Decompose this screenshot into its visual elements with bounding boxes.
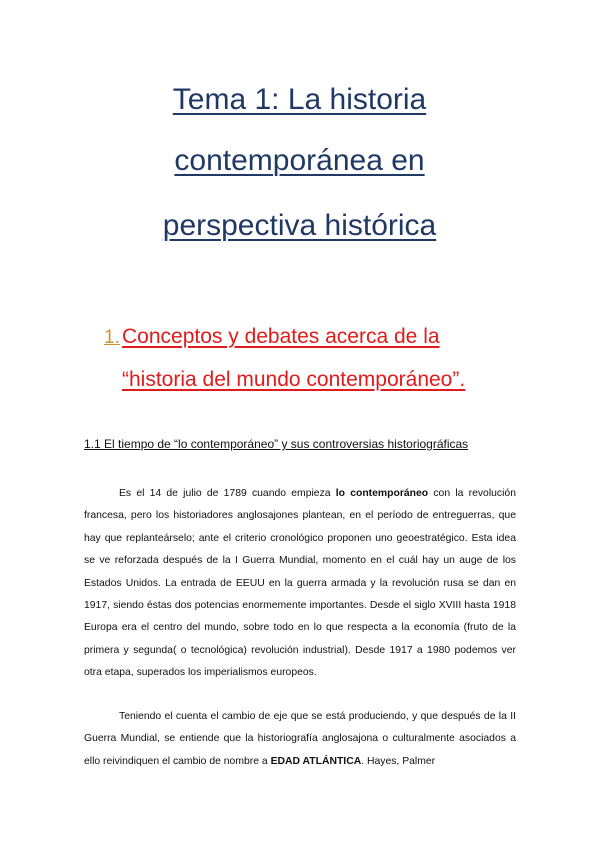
body-paragraph-2: Teniendo el cuenta el cambio de eje que se está produciendo, y que después de la II Guerra Mundial, se entiende que la historiografía anglosajona o culturalmente asociados a ello reivindiquen el cambio de nombre a EDAD ATLÁNTICA. Hayes, Palmer (84, 711, 516, 767)
bold-term: lo contemporáneo (335, 488, 429, 499)
bold-term: EDAD ATLÁNTICA (270, 755, 362, 767)
section-title-line-2: “historia del mundo contemporáneo”. (122, 368, 466, 391)
section-number: 1. (104, 327, 120, 348)
body-paragraph-1: Es el 14 de julio de 1789 cuando empieza lo contemporáneo con la revolución francesa, pero los historiadores anglosajones plantean, en el período de entreguerras, que hay que replanteárselo; ante el criterio cronológico proponen uno geoestratégico. Esta idea se ve reforzada después de la I Guerra Mundial, momento en el cuál hay un auge de los Estados Unidos. La entrada de EEUU en la guerra armada y la revolución rusa se dan en 1917, siendo éstas dos potencias enormemente importantes. Desde el siglo XVIII hasta 1918 Europa era el centro del mundo, sobre todo en lo que respecta a la economía (fruto de la primera y segunda( o tecnológica) revolución industrial). Desde 1917 a 1980 podemos ver otra etapa, superados los imperialismos europeos. (84, 488, 516, 679)
document-title-line-2: contemporánea en (174, 144, 425, 177)
section-title-line-1: Conceptos y debates acerca de la (122, 325, 440, 348)
document-title-line-3: perspectiva histórica (162, 209, 437, 242)
document-title-line-1: Tema 1: La historia (172, 83, 427, 116)
subsection-heading: 1.1 El tiempo de “lo contemporáneo” y sus controversias historiográficas (84, 437, 469, 451)
